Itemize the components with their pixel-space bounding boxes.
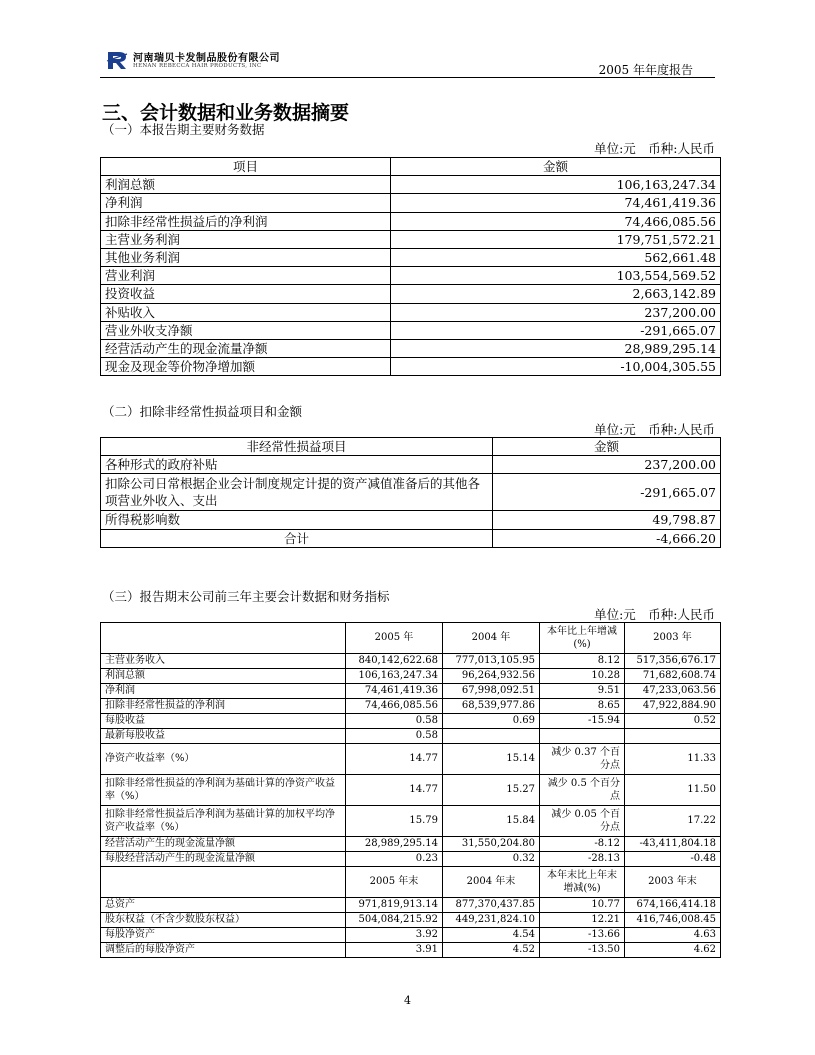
table-row	[101, 928, 721, 943]
total-row	[101, 529, 721, 547]
row-amount: 106,163,247.34	[391, 176, 721, 194]
column-header: 本年比上年增减(%)	[540, 623, 625, 654]
cell-2005: 0.23	[346, 852, 443, 867]
table-row	[101, 729, 721, 744]
table-row	[101, 358, 721, 376]
cell-2005: 106,163,247.34	[346, 669, 443, 684]
cell-2003: 0.52	[625, 714, 721, 729]
cell-change: 12.21	[540, 913, 625, 928]
table-header-row	[101, 158, 721, 176]
row-label: 补贴收入	[101, 303, 391, 321]
total-label: 合计	[101, 529, 493, 547]
cell-2004: 4.52	[443, 943, 540, 958]
cell-change: -28.13	[540, 852, 625, 867]
cell-2004: 15.84	[443, 806, 540, 837]
table-row	[101, 230, 721, 248]
row-amount: 28,989,295.14	[391, 339, 721, 357]
cell-2004: 4.54	[443, 928, 540, 943]
row-amount: -291,665.07	[493, 474, 721, 511]
cell-2003: 416,746,008.45	[625, 913, 721, 928]
column-header: 2005 年	[346, 623, 443, 654]
cell-2004: 96,264,932.56	[443, 669, 540, 684]
table-row	[101, 943, 721, 958]
column-header	[101, 623, 346, 654]
column-header: 项目	[101, 158, 391, 176]
table-row	[101, 474, 721, 511]
row-label: 利润总额	[101, 669, 346, 684]
row-amount: 103,554,569.52	[391, 267, 721, 285]
cell-2005: 0.58	[346, 729, 443, 744]
cell-2004: 777,013,105.95	[443, 654, 540, 669]
table-row	[101, 806, 721, 837]
cell-change: 减少 0.05 个百分点	[540, 806, 625, 837]
table-row	[101, 775, 721, 806]
row-label: 扣除非经常性损益的净利润为基础计算的净资产收益率（%）	[101, 775, 346, 806]
row-label: 总资产	[101, 898, 346, 913]
cell-change: 9.51	[540, 684, 625, 699]
non-recurring-table	[100, 437, 721, 548]
row-label: 扣除非经常性损益后净利润为基础计算的加权平均净资产收益率（%）	[101, 806, 346, 837]
row-label: 扣除非经常性损益的净利润	[101, 699, 346, 714]
cell-change: 8.65	[540, 699, 625, 714]
cell-change: -13.66	[540, 928, 625, 943]
table-row	[101, 654, 721, 669]
cell-2005: 0.58	[346, 714, 443, 729]
cell-2003: 4.62	[625, 943, 721, 958]
part2-unit: 单位:元 币种:人民币	[594, 422, 715, 437]
company-logo-icon	[105, 48, 129, 72]
total-amount: -4,666.20	[493, 529, 721, 547]
table-row	[101, 852, 721, 867]
row-label: 经营活动产生的现金流量净额	[101, 837, 346, 852]
table-row	[101, 339, 721, 357]
row-amount: 237,200.00	[493, 456, 721, 474]
row-amount: 179,751,572.21	[391, 230, 721, 248]
cell-2005: 74,466,085.56	[346, 699, 443, 714]
cell-2004	[443, 729, 540, 744]
cell-2003: 4.63	[625, 928, 721, 943]
cell-2005: 28,989,295.14	[346, 837, 443, 852]
row-label: 利润总额	[101, 176, 391, 194]
cell-2003: 11.33	[625, 744, 721, 775]
row-label: 营业外收支净额	[101, 321, 391, 339]
cell-2005: 971,819,913.14	[346, 898, 443, 913]
cell-2003: 11.50	[625, 775, 721, 806]
cell-change: -15.94	[540, 714, 625, 729]
part3-unit: 单位:元 币种:人民币	[594, 607, 715, 622]
company-name-en: HENAN REBECCA HAIR PRODUCTS, INC	[133, 63, 262, 69]
table-row	[101, 176, 721, 194]
table-row	[101, 744, 721, 775]
section-title: 三、会计数据和业务数据摘要	[102, 102, 350, 124]
table-row	[101, 913, 721, 928]
cell-2005: 504,084,215.92	[346, 913, 443, 928]
table-row	[101, 321, 721, 339]
cell-2003: 71,682,608.74	[625, 669, 721, 684]
table-row	[101, 248, 721, 266]
row-label: 扣除非经常性损益后的净利润	[101, 212, 391, 230]
table-row	[101, 898, 721, 913]
table-row	[101, 212, 721, 230]
table-header-row	[101, 438, 721, 456]
column-header: 金额	[493, 438, 721, 456]
row-label: 净利润	[101, 684, 346, 699]
cell-2004: 877,370,437.85	[443, 898, 540, 913]
cell-2004: 15.14	[443, 744, 540, 775]
row-label: 调整后的每股净资产	[101, 943, 346, 958]
table-row	[101, 285, 721, 303]
column-header: 2005 年末	[346, 867, 443, 898]
column-header: 非经常性损益项目	[101, 438, 493, 456]
cell-2005: 15.79	[346, 806, 443, 837]
part1-subtitle: （一）本报告期主要财务数据	[102, 122, 265, 137]
part3-subtitle: （三）报告期末公司前三年主要会计数据和财务指标	[102, 589, 390, 604]
cell-2003: -43,411,804.18	[625, 837, 721, 852]
cell-change: 8.12	[540, 654, 625, 669]
cell-2004: 15.27	[443, 775, 540, 806]
cell-2005: 14.77	[346, 775, 443, 806]
table-row	[101, 837, 721, 852]
company-name-cn: 河南瑞贝卡发制品股份有限公司	[133, 53, 280, 64]
column-header: 2004 年	[443, 623, 540, 654]
cell-2005: 840,142,622.68	[346, 654, 443, 669]
cell-2004: 68,539,977.86	[443, 699, 540, 714]
cell-change: 10.77	[540, 898, 625, 913]
cell-2003: 517,356,676.17	[625, 654, 721, 669]
row-label: 各种形式的政府补贴	[101, 456, 493, 474]
row-amount: 2,663,142.89	[391, 285, 721, 303]
column-header: 2004 年末	[443, 867, 540, 898]
row-label: 净资产收益率（%）	[101, 744, 346, 775]
cell-2004: 31,550,204.80	[443, 837, 540, 852]
column-header: 金额	[391, 158, 721, 176]
column-header	[101, 867, 346, 898]
cell-2004: 67,998,092.51	[443, 684, 540, 699]
table-header-row	[101, 623, 721, 654]
cell-2005: 14.77	[346, 744, 443, 775]
part1-unit: 单位:元 币种:人民币	[594, 141, 715, 156]
column-header: 2003 年末	[625, 867, 721, 898]
page-header	[100, 45, 715, 78]
cell-2003: 47,233,063.56	[625, 684, 721, 699]
row-label: 投资收益	[101, 285, 391, 303]
row-amount: 562,661.48	[391, 248, 721, 266]
table-row	[101, 194, 721, 212]
row-amount: -291,665.07	[391, 321, 721, 339]
row-label: 股东权益（不含少数股东权益）	[101, 913, 346, 928]
cell-2003: 17.22	[625, 806, 721, 837]
cell-2004: 449,231,824.10	[443, 913, 540, 928]
cell-change: -13.50	[540, 943, 625, 958]
row-label: 净利润	[101, 194, 391, 212]
cell-change: 10.28	[540, 669, 625, 684]
table-row	[101, 267, 721, 285]
cell-2003	[625, 729, 721, 744]
cell-2005: 3.91	[346, 943, 443, 958]
cell-2005: 74,461,419.36	[346, 684, 443, 699]
cell-2003: 674,166,414.18	[625, 898, 721, 913]
column-header: 本年末比上年末增减(%)	[540, 867, 625, 898]
table-row	[101, 456, 721, 474]
table-row	[101, 511, 721, 529]
cell-2003: -0.48	[625, 852, 721, 867]
cell-2003: 47,922,884.90	[625, 699, 721, 714]
report-title: 2005 年年度报告	[598, 63, 693, 77]
main-financial-table	[100, 157, 721, 376]
row-amount: -10,004,305.55	[391, 358, 721, 376]
cell-change: -8.12	[540, 837, 625, 852]
row-label: 其他业务利润	[101, 248, 391, 266]
row-label: 每股收益	[101, 714, 346, 729]
cell-2005: 3.92	[346, 928, 443, 943]
row-label: 每股净资产	[101, 928, 346, 943]
row-label: 主营业务收入	[101, 654, 346, 669]
row-label: 主营业务利润	[101, 230, 391, 248]
cell-change: 减少 0.5 个百分点	[540, 775, 625, 806]
row-amount: 74,461,419.36	[391, 194, 721, 212]
row-label: 营业利润	[101, 267, 391, 285]
row-amount: 237,200.00	[391, 303, 721, 321]
three-year-table	[100, 622, 721, 958]
table-row	[101, 684, 721, 699]
page-number: 4	[404, 994, 411, 1007]
part2-subtitle: （二）扣除非经常性损益项目和金额	[102, 404, 303, 419]
cell-change	[540, 729, 625, 744]
table-row	[101, 699, 721, 714]
row-label: 经营活动产生的现金流量净额	[101, 339, 391, 357]
table-row	[101, 669, 721, 684]
table-row	[101, 303, 721, 321]
row-label: 所得税影响数	[101, 511, 493, 529]
column-header: 2003 年	[625, 623, 721, 654]
row-amount: 49,798.87	[493, 511, 721, 529]
row-label: 最新每股收益	[101, 729, 346, 744]
cell-2004: 0.69	[443, 714, 540, 729]
row-amount: 74,466,085.56	[391, 212, 721, 230]
row-label: 现金及现金等价物净增加额	[101, 358, 391, 376]
table-row	[101, 714, 721, 729]
row-label: 每股经营活动产生的现金流量净额	[101, 852, 346, 867]
cell-change: 减少 0.37 个百分点	[540, 744, 625, 775]
cell-2004: 0.32	[443, 852, 540, 867]
row-label: 扣除公司日常根据企业会计制度规定计提的资产减值准备后的其他各项营业外收入、支出	[101, 474, 493, 511]
table-header-row	[101, 867, 721, 898]
